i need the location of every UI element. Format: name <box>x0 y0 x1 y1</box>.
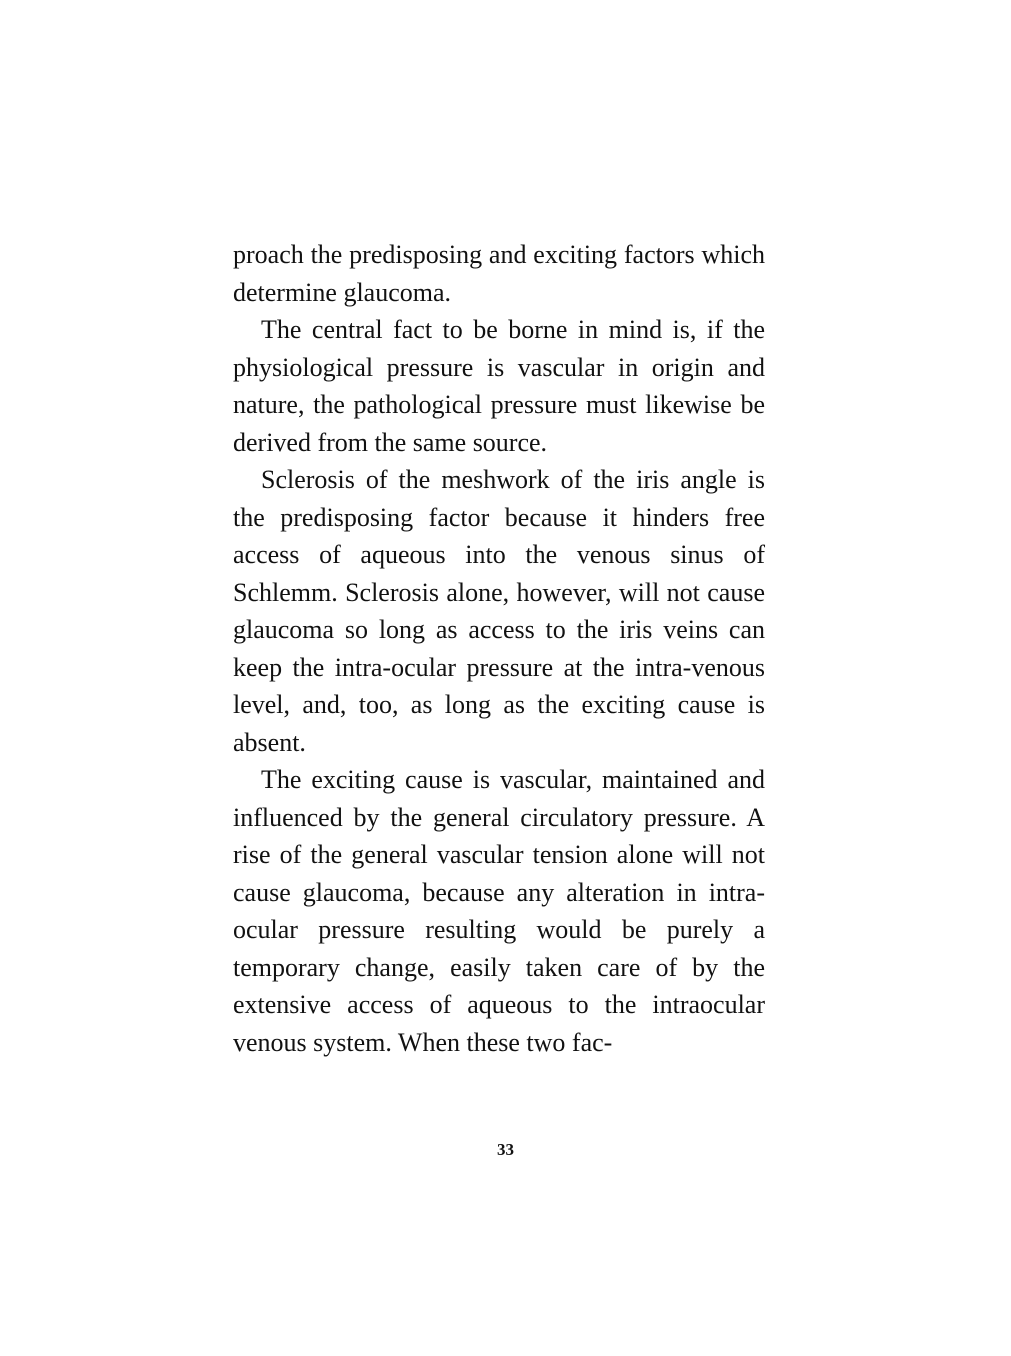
paragraph-continuation: proach the predisposing and exciting factors which determine glaucoma. <box>233 240 765 307</box>
paragraph-exciting-cause: The exciting cause is vascular, maintained and influenced by the general circulatory pressure. A rise of the general vascular tension alone will not cause glaucoma, because any alteration in intra-ocular pressure resulting would be purely a temporary change, easily taken care of by the extensive access of aqueous to the intraocular venous system. When these two fac- <box>233 765 765 1057</box>
paragraph-central-fact: The central fact to be borne in mind is, if the physiological pressure is vascular in origin and nature, the pathological pressure must likewise be derived from the same source. <box>233 315 765 457</box>
page-number: 33 <box>497 1140 514 1159</box>
paragraph-sclerosis: Sclerosis of the meshwork of the iris angle is the predisposing factor because it hinders free access of aqueous into the venous sinus of Schlemm. Sclerosis alone, however, will not cause glaucoma so long as access to the iris veins can keep the intra-ocular pressure at the intra-venous level, and, too, as long as the exciting cause is absent. <box>233 465 765 757</box>
body-text <box>233 236 765 1061</box>
